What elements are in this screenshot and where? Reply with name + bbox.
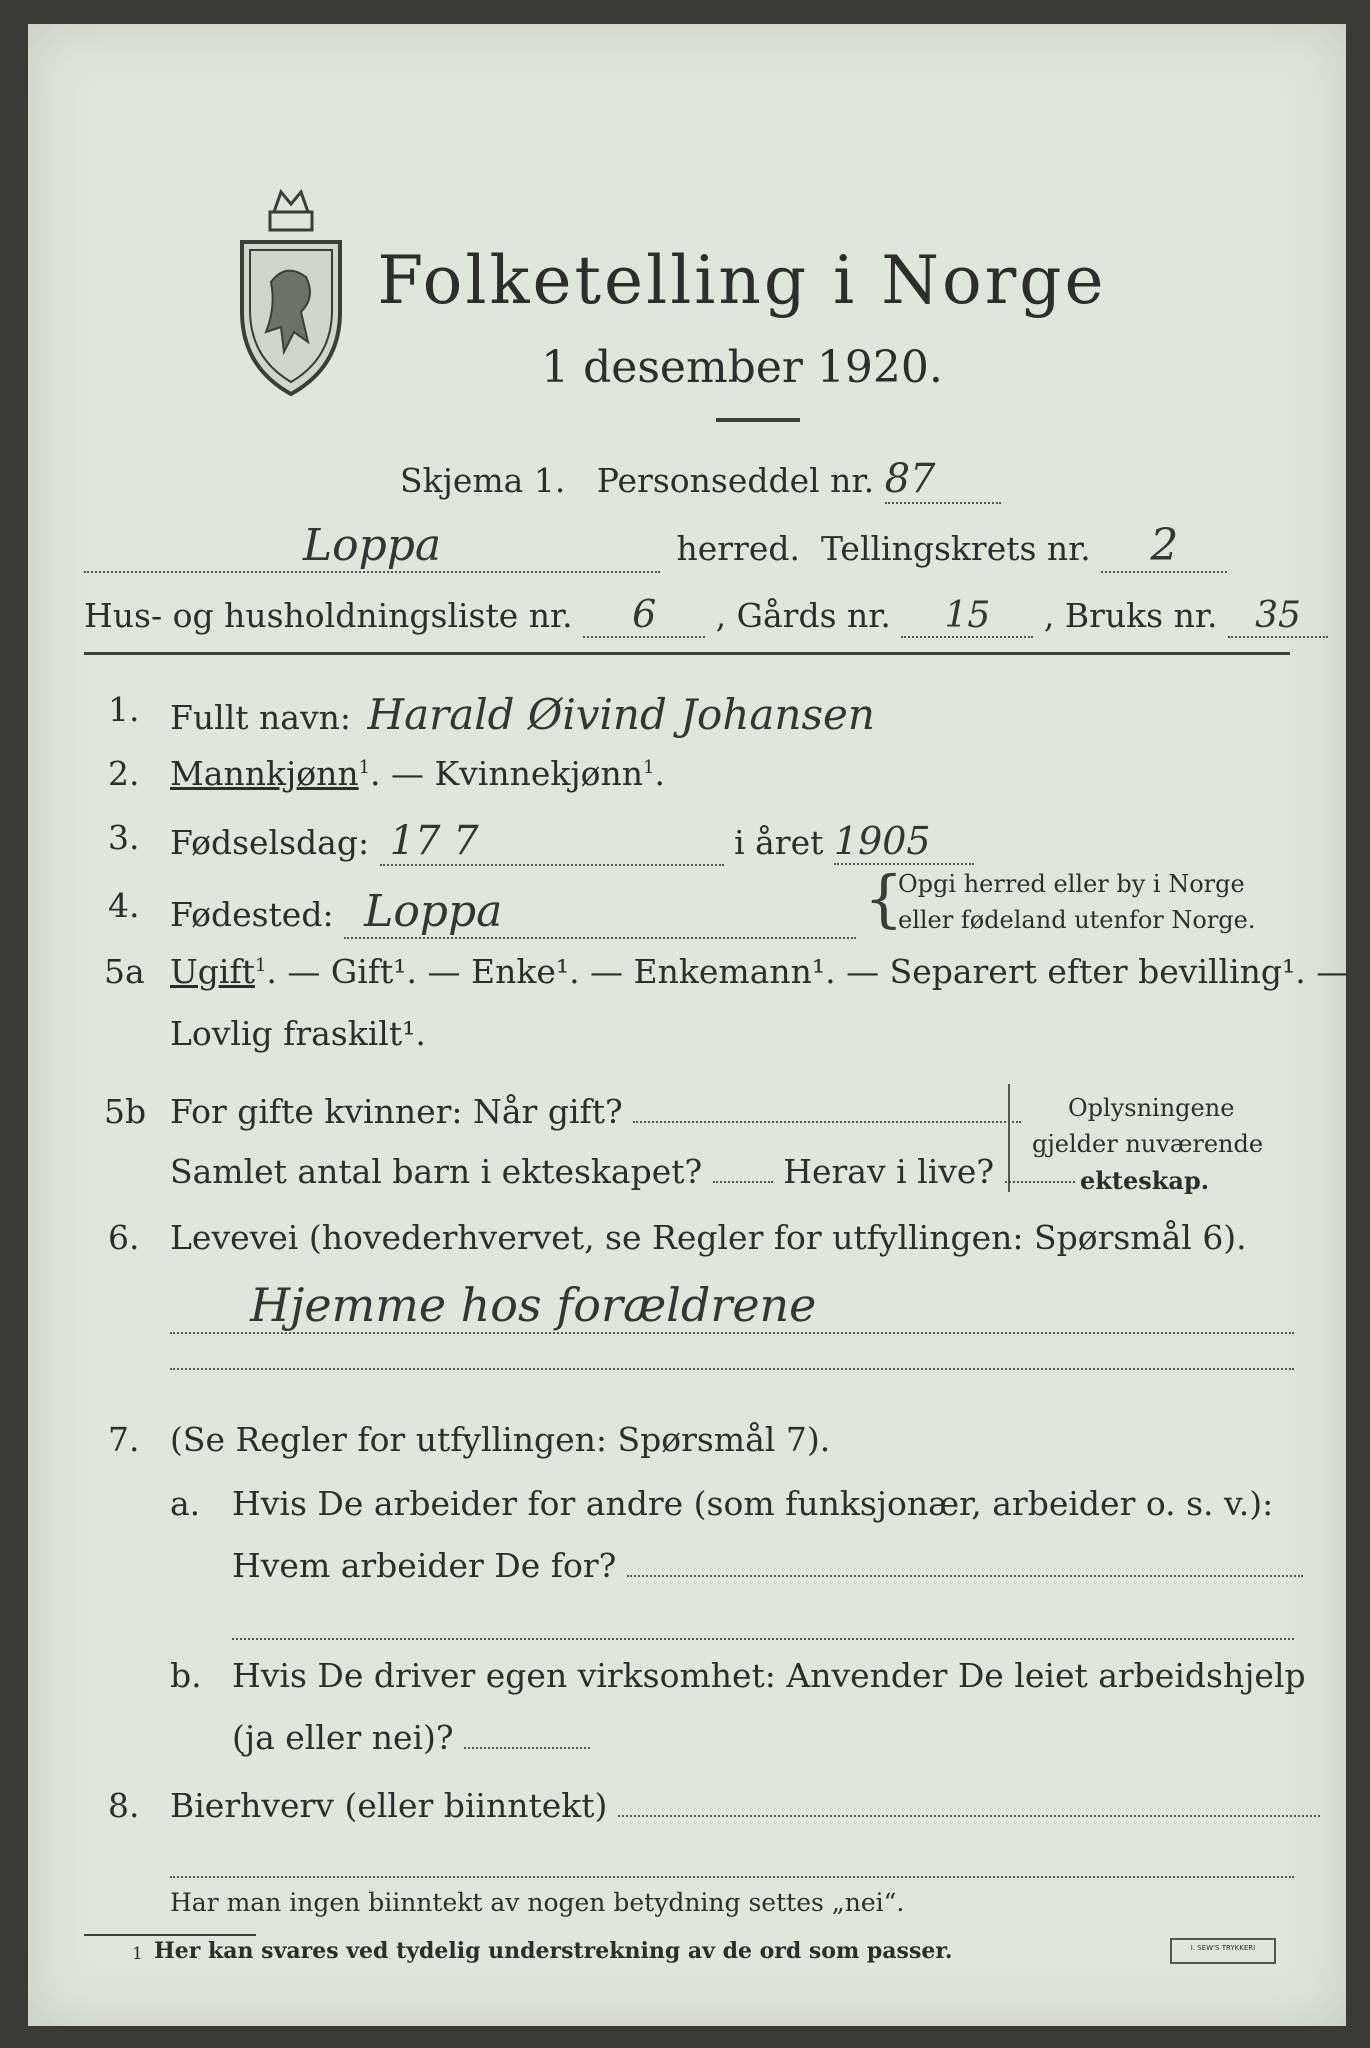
children-label: Samlet antal barn i ekteskapet? [170, 1152, 703, 1191]
footnote-number: 1 [132, 1944, 143, 1964]
occupation-value[interactable]: Hjemme hos forældrene [250, 1278, 817, 1332]
q7b-number: b. [170, 1656, 202, 1695]
q5b-label: For gifte kvinner: Når gift? [170, 1092, 623, 1131]
header-divider [84, 652, 1290, 655]
printer-stamp-text: I. SEW'S TRYKKERI [1190, 1944, 1256, 1952]
bruks-label: , Bruks nr. [1043, 596, 1218, 635]
q7-label: (Se Regler for utfyllingen: Spørsmål 7). [170, 1420, 831, 1459]
q8-number: 8. [108, 1786, 140, 1825]
q5a-line: Ugift$^1$. — Gift¹. — Enke¹. — Enkemann¹. — Separert efter bevilling¹. — [170, 952, 1350, 991]
q5b-line-2 [170, 1152, 1075, 1191]
q6-answer-line [170, 1278, 1294, 1334]
q5b-note-2: gjelder nuværende [1032, 1130, 1264, 1158]
q1-line [170, 690, 1321, 741]
q6-number: 6. [108, 1218, 140, 1257]
q5b-line [170, 1092, 1021, 1131]
q3-number: 3. [108, 818, 140, 857]
herred-value[interactable]: Loppa [302, 520, 442, 571]
tellingskrets-value[interactable]: 2 [1150, 520, 1179, 571]
q8-line [170, 1786, 1320, 1825]
side-income-field[interactable] [618, 1815, 1320, 1817]
hus-value[interactable]: 6 [632, 592, 657, 636]
q7a-number: a. [170, 1484, 201, 1523]
q7a-line-2 [232, 1546, 1303, 1585]
q4-note-1: Opgi herred eller by i Norge [898, 870, 1245, 898]
q5b-number: 5b [104, 1092, 147, 1131]
q7a-question: Hvem arbeider De for? [232, 1546, 617, 1585]
herred-label: herred. [676, 529, 800, 568]
q1-label: Fullt navn: [170, 698, 351, 737]
alive-field[interactable] [1005, 1181, 1075, 1183]
q5b-note-3: ekteskap. [1080, 1166, 1210, 1195]
birth-year-value[interactable]: 1905 [833, 819, 931, 863]
q7b-text: Hvis De driver egen virksomhet: Anvender De leiet arbeidshjelp [232, 1656, 1306, 1695]
form-date: 1 desember 1920. [541, 342, 943, 393]
q7b-question: (ja eller nei)? [232, 1718, 454, 1757]
children-field[interactable] [713, 1181, 773, 1183]
unmarried-option[interactable]: Ugift [170, 952, 255, 991]
q3-line [170, 818, 974, 866]
q5a-number: 5a [104, 952, 145, 991]
married-date-field[interactable] [633, 1121, 1021, 1123]
q5a-line-2[interactable]: Lovlig fraskilt¹. [170, 1014, 426, 1053]
q2-line: Mannkjønn$^1$. — Kvinnekjønn$^1$. [170, 754, 665, 793]
q7a-extra-line [232, 1638, 1294, 1640]
q5b-note-1: Oplysningene [1068, 1094, 1235, 1122]
q4-line [170, 886, 856, 939]
footnote-divider [84, 1934, 256, 1936]
alive-label: Herav i live? [783, 1152, 995, 1191]
q2-number: 2. [108, 754, 140, 793]
q5b-bracket [1008, 1084, 1010, 1192]
form-title: Folketelling i Norge [377, 242, 1107, 319]
personseddel-value[interactable]: 87 [884, 456, 936, 502]
q6-label: Levevei (hovederhvervet, se Regler for utfyllingen: Spørsmål 6). [170, 1218, 1247, 1257]
gards-label: , Gårds nr. [715, 596, 891, 635]
q3-label: Fødselsdag: [170, 823, 370, 862]
birthplace-value[interactable]: Loppa [364, 886, 503, 937]
hus-line [84, 592, 1328, 638]
full-name-value[interactable]: Harald Øivind Johansen [367, 690, 875, 739]
gards-value[interactable]: 15 [944, 595, 991, 636]
marital-options[interactable]: . — Gift¹. — Enke¹. — Enkemann¹. — Separert efter bevilling¹. — [266, 952, 1350, 991]
q4-label: Fødested: [170, 895, 334, 934]
tellingskrets-label: Tellingskrets nr. [820, 529, 1091, 568]
census-form-page [28, 24, 1350, 2026]
q4-note-2: eller fødeland utenfor Norge. [898, 906, 1256, 934]
hired-help-field[interactable] [464, 1747, 590, 1749]
printer-stamp [1170, 1938, 1276, 1964]
hus-label: Hus- og husholdningsliste nr. [84, 596, 573, 635]
q7-number: 7. [108, 1420, 140, 1459]
q8-label: Bierhverv (eller biinntekt) [170, 1786, 608, 1825]
footer-note: Har man ingen biinntekt av nogen betydning settes „nei“. [170, 1888, 905, 1917]
q1-number: 1. [108, 690, 140, 729]
q7a-text: Hvis De arbeider for andre (som funksjonær, arbeider o. s. v.): [232, 1484, 1274, 1523]
skjema-label: Skjema 1. [400, 461, 566, 500]
birthdate-value[interactable]: 17 7 [389, 818, 479, 864]
herred-line [84, 520, 1227, 573]
year-label: i året [734, 823, 824, 862]
q6-extra-line [170, 1368, 1294, 1370]
q4-number: 4. [108, 886, 140, 925]
q4-brace: { [864, 862, 904, 935]
personseddel-label: Personseddel nr. [596, 461, 875, 500]
q8-extra-line [170, 1876, 1294, 1878]
employer-field[interactable] [627, 1575, 1303, 1577]
male-option[interactable]: Mannkjønn [170, 754, 359, 793]
bruks-value[interactable]: 35 [1255, 595, 1301, 636]
female-option[interactable]: Kvinnekjønn [434, 754, 644, 793]
q7b-line-2 [232, 1718, 590, 1757]
footnote-text: Her kan svares ved tydelig understrekning av de ord som passer. [154, 1938, 953, 1964]
skjema-line [400, 456, 1001, 504]
title-divider [716, 418, 800, 422]
